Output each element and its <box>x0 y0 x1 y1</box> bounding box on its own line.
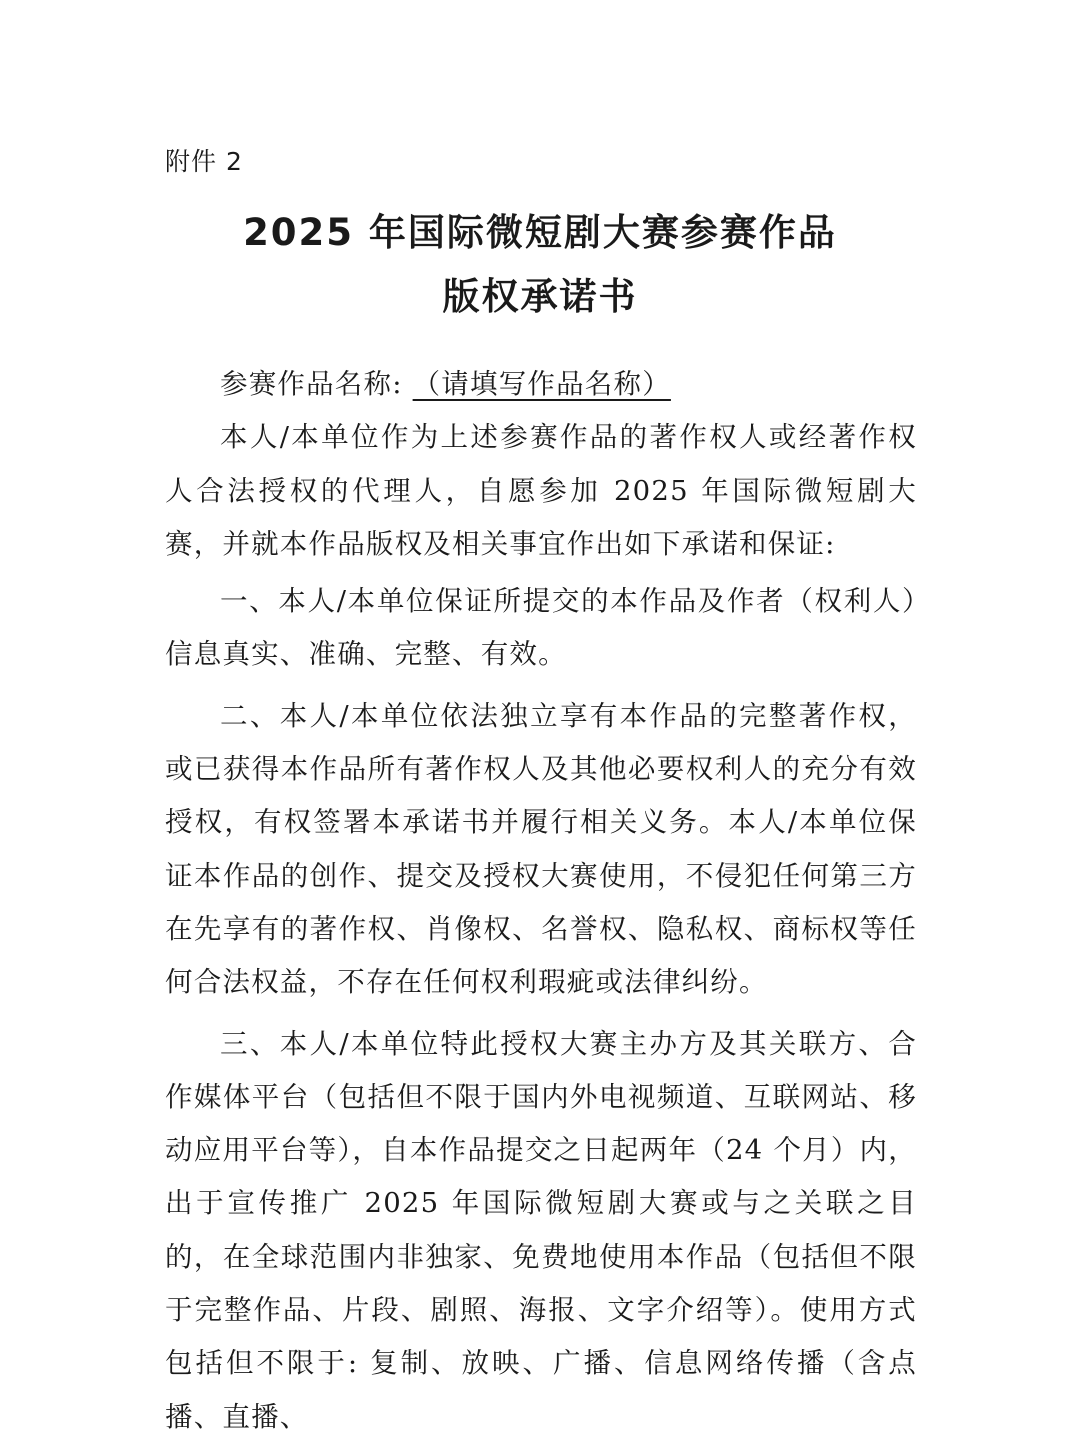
attachment-label: 附件 2 <box>165 147 243 176</box>
work-name-field[interactable]: （请填写作品名称） <box>412 368 671 400</box>
intro-paragraph: 本人/本单位作为上述参赛作品的著作权人或经著作权人合法授权的代理人，自愿参加 2025 年国际微短剧大赛，并就本作品版权及相关事宜作出如下承诺和保证: <box>165 421 917 560</box>
clause-1-paragraph: 一、本人/本单位保证所提交的本作品及作者（权利人）信息真实、准确、完整、有效。 <box>165 585 917 671</box>
clause-3-paragraph: 三、本人/本单位特此授权大赛主办方及其关联方、合作媒体平台（包括但不限于国内外电视频道、互联网站、移动应用平台等），自本作品提交之日起两年（24 个月）内，出于宣传推广 2025 年国际微短剧大赛或与之关联之目的，在全球范围内非独家、免费地使用本作品（包括但不限于完整作品、片段、剧照、海报、文字介绍等）。使用方式包括但不限于: 复制、放映、广播、信息网络传播（含点播、直播、 <box>165 1027 917 1433</box>
work-name-line <box>165 358 917 411</box>
document-body <box>165 358 917 1444</box>
document-title-line-1: 2025 年国际微短剧大赛参赛作品 <box>243 211 837 254</box>
document-title-line-2: 版权承诺书 <box>442 275 638 318</box>
work-name-label: 参赛作品名称: <box>220 368 413 400</box>
clause-2-paragraph: 二、本人/本单位依法独立享有本作品的完整著作权，或已获得本作品所有著作权人及其他必要权利人的充分有效授权，有权签署本承诺书并履行相关义务。本人/本单位保证本作品的创作、提交及授权大赛使用，不侵犯任何第三方在先享有的著作权、肖像权、名誉权、隐私权、商标权等任何合法权益，不存在任何权利瑕疵或法律纠纷。 <box>165 699 917 999</box>
